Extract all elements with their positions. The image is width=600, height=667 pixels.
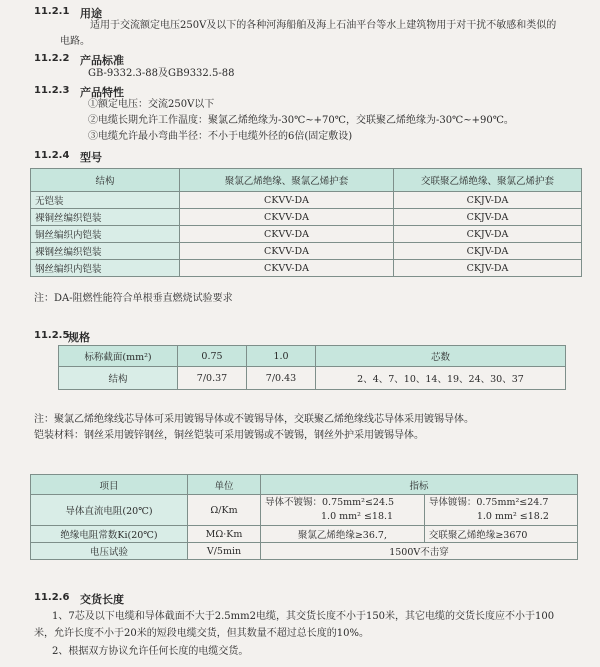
table-header-cell: 聚氯乙烯绝缘、聚氯乙烯护套 [180,169,394,192]
table-cell: Ω/Km [188,495,261,526]
section-number: 11.2.6 [34,592,70,603]
table-cell: CKJV-DA [394,226,582,243]
table-header-cell: 芯数 [316,346,566,367]
table-header-cell: 1.0 [247,346,316,367]
table-cell: 铜丝编织内铠装 [31,226,180,243]
table-note: 注：DA-阻燃性能符合单根垂直燃烧试验要求 [34,293,233,304]
table-cell: 7/0.37 [178,367,247,390]
section-number: 11.2.4 [34,150,70,161]
standard-text: GB-9332.3-88及GB9332.5-88 [88,68,235,79]
table-cell [424,495,577,526]
table-cell: 交联聚乙烯绝缘≥3670 [424,526,577,543]
table-cell: 2、4、7、10、14、19、24、30、37 [316,367,566,390]
table-header-cell: 单位 [188,475,261,495]
resistance-value: 1.0 mm² ≤18.1 [321,511,394,522]
paragraph-line: 2、根据双方协议允许任何长度的电缆交货。 [52,646,249,657]
table-cell: CKVV-DA [180,209,394,226]
resistance-value: 1.0 mm² ≤18.2 [476,511,549,522]
paragraph-line: 1、7芯及以下电缆和导体截面不大于2.5mm2电缆，其交货长度不小于150米，其它电缆的交货长度应不小于100 [52,611,555,622]
table-row [31,495,578,526]
performance-table [30,474,578,560]
table-cell: 绝缘电阻常数Ki(20℃) [31,526,188,543]
section-title: 产品特性 [80,86,124,99]
table-header-cell: 项目 [31,475,188,495]
section-number: 11.2.3 [34,85,70,96]
section-title: 产品标准 [80,54,124,67]
table-cell: MΩ·Km [188,526,261,543]
table-cell: V/5min [188,543,261,560]
table-header-row [59,346,566,367]
table-row [31,260,582,277]
table-cell: 电压试验 [31,543,188,560]
table-cell: CKJV-DA [394,209,582,226]
table-cell: 导体直流电阻(20℃) [31,495,188,526]
table-row [31,226,582,243]
table-cell: CKVV-DA [180,260,394,277]
table-cell: CKVV-DA [180,226,394,243]
section-number: 11.2.5 [34,330,70,341]
table-cell: CKJV-DA [394,243,582,260]
section-number: 11.2.2 [34,53,70,64]
characteristic-item: ①额定电压：交流250V以下 [88,99,215,110]
model-table [30,168,582,277]
table-header-cell: 标称截面(mm²) [59,346,178,367]
table-cell: CKJV-DA [394,260,582,277]
table-cell [261,495,425,526]
table-row [31,243,582,260]
table-cell: 裸铜丝编织铠装 [31,209,180,226]
paragraph-line: 电路。 [60,36,90,47]
section-title: 用途 [80,7,102,20]
table-cell: CKJV-DA [394,192,582,209]
table-header-cell: 结构 [31,169,180,192]
table-header-row [31,169,582,192]
table-cell: 钢丝编织内铠装 [31,260,180,277]
table-cell: 7/0.43 [247,367,316,390]
table-row [31,526,578,543]
paragraph-line: 适用于交流额定电压250V及以下的各种河海船舶及海上石油平台等水上建筑物用于对干扰不敏感和类似的 [90,20,557,31]
table-row [59,367,566,390]
spec-note: 注：聚氯乙烯绝缘线芯导体可采用镀锡导体或不镀锡导体，交联聚乙烯绝缘线芯导体采用镀锡导体。 [34,414,474,425]
table-cell: 裸钢丝编织铠装 [31,243,180,260]
resistance-value: 导体镀锡：0.75mm²≤24.7 [428,497,549,508]
paragraph-line: 米，允许长度不小于20米的短段电缆交货，但其数量不超过总长度的10%。 [34,628,369,639]
table-cell: 聚氯乙烯绝缘≥36.7, [261,526,425,543]
table-header-cell: 指标 [261,475,578,495]
table-row [31,543,578,560]
spec-table [58,345,566,390]
section-title: 规格 [68,331,90,344]
table-cell: 无铠装 [31,192,180,209]
characteristic-item: ②电缆长期允许工作温度：聚氯乙烯绝缘为-30℃~+70℃，交联聚乙烯绝缘为-30℃~+90℃。 [88,115,514,126]
table-cell: CKVV-DA [180,243,394,260]
table-row [31,209,582,226]
characteristic-item: ③电缆允许最小弯曲半径：不小于电缆外径的6倍(固定敷设) [88,131,353,142]
table-cell: 结构 [59,367,178,390]
spec-note: 铠装材料：钢丝采用镀锌钢丝，铜丝铠装可采用镀锡或不镀锡，钢丝外护采用镀锡导体。 [34,430,424,441]
section-title: 交货长度 [80,593,124,606]
section-title: 型号 [80,151,102,164]
section-number: 11.2.1 [34,6,70,17]
table-cell: 1500V不击穿 [261,543,578,560]
resistance-value: 导体不镀锡：0.75mm²≤24.5 [265,497,395,508]
table-header-row [31,475,578,495]
table-cell: CKVV-DA [180,192,394,209]
table-header-cell: 0.75 [178,346,247,367]
table-header-cell: 交联聚乙烯绝缘、聚氯乙烯护套 [394,169,582,192]
table-row [31,192,582,209]
